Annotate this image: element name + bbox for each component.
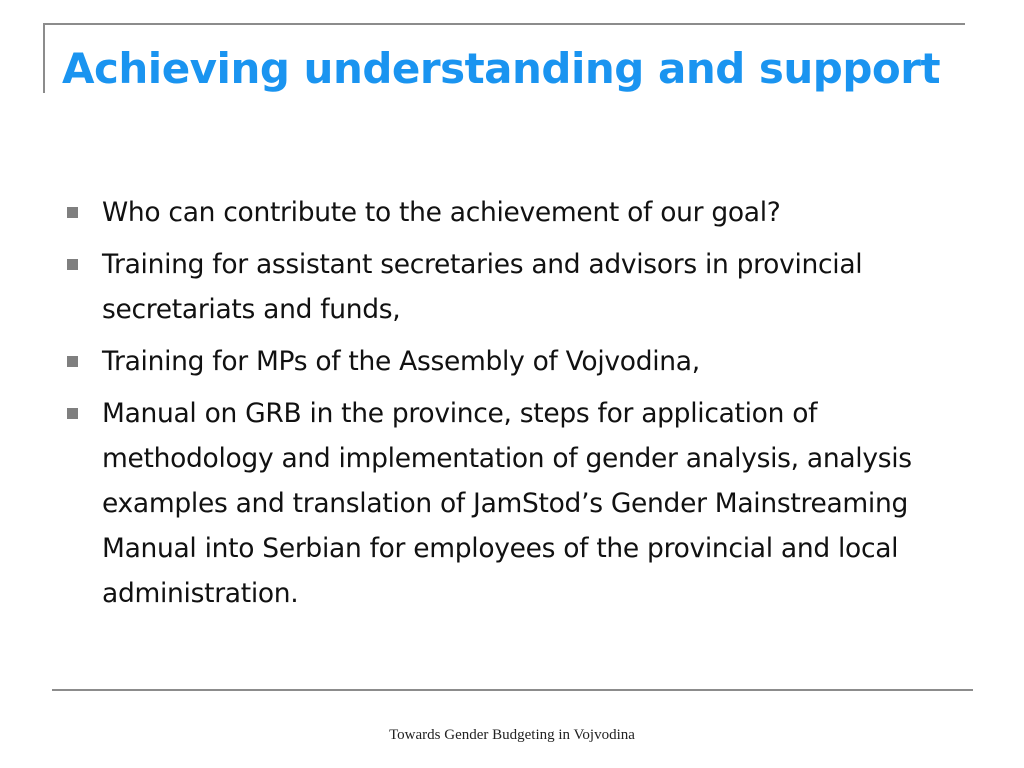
left-border-line bbox=[43, 23, 45, 93]
square-bullet-icon bbox=[67, 408, 78, 419]
bullet-list bbox=[62, 190, 967, 623]
footer-text: Towards Gender Budgeting in Vojvodina bbox=[389, 727, 635, 743]
bullet-item bbox=[62, 242, 967, 332]
square-bullet-icon bbox=[67, 259, 78, 270]
square-bullet-icon bbox=[67, 356, 78, 367]
bullet-text: Who can contribute to the achievement of our goal? bbox=[102, 197, 781, 228]
bullet-item bbox=[62, 391, 967, 616]
bullet-item bbox=[62, 190, 967, 235]
bullet-text: Training for MPs of the Assembly of Vojvodina, bbox=[102, 346, 700, 377]
bullet-text: Manual on GRB in the province, steps for application of methodology and implementation of gender analysis, analysis examples and translation of JamStod’s Gender Mainstreaming Manual into Serbian for employees of the provincial and local administration. bbox=[102, 398, 912, 609]
footer-divider bbox=[52, 689, 973, 691]
slide-title: Achieving understanding and support bbox=[62, 44, 941, 93]
bullet-text: Training for assistant secretaries and advisors in provincial secretariats and funds, bbox=[102, 249, 863, 325]
square-bullet-icon bbox=[67, 207, 78, 218]
top-border-line bbox=[43, 23, 965, 25]
bullet-item bbox=[62, 339, 967, 384]
